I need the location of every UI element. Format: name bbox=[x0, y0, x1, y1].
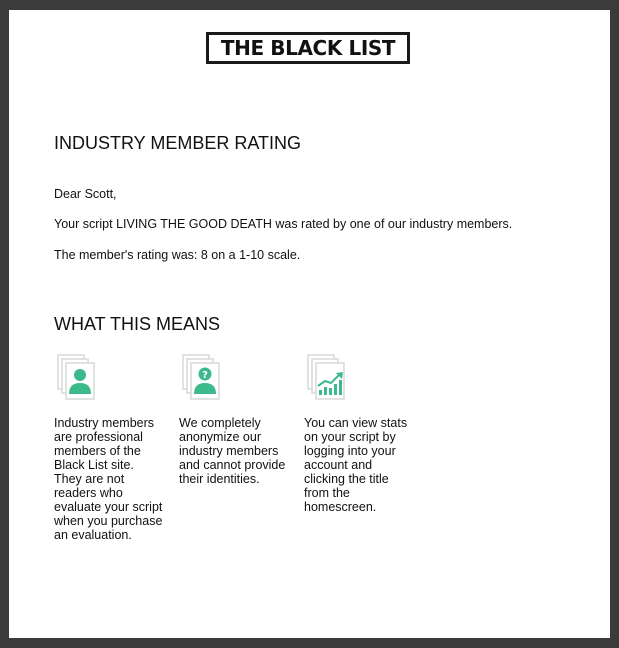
stats-description: You can view stats on your script by logging into your account and clicking the title from the homescreen. bbox=[304, 416, 408, 514]
member-description: Industry members are professional members of the Black List site. They are not readers who evaluate your script when you purchase an evaluation. bbox=[54, 416, 163, 542]
black-list-logo[interactable] bbox=[206, 32, 410, 64]
anonymous-member-icon bbox=[181, 354, 225, 402]
logo-text: THE BLACK LIST bbox=[220, 36, 396, 60]
rating-value-text: The member's rating was: 8 on a 1-10 scale. bbox=[54, 248, 301, 262]
what-this-means-title: WHAT THIS MEANS bbox=[54, 314, 221, 334]
rating-notice: Your script LIVING THE GOOD DEATH was rated by one of our industry members. bbox=[54, 217, 513, 231]
anonymous-description: We completely anonymize our industry members and cannot provide their identities. bbox=[179, 416, 286, 486]
stats-chart-icon bbox=[306, 354, 350, 402]
svg-text:?: ? bbox=[202, 370, 208, 381]
info-column-stats bbox=[304, 354, 414, 514]
rating-section-title: INDUSTRY MEMBER RATING bbox=[54, 133, 302, 153]
email-page bbox=[9, 10, 610, 638]
member-icon bbox=[56, 354, 100, 402]
info-column-anonymous bbox=[179, 354, 289, 486]
greeting: Dear Scott, bbox=[54, 187, 117, 201]
info-column-member bbox=[54, 354, 164, 542]
